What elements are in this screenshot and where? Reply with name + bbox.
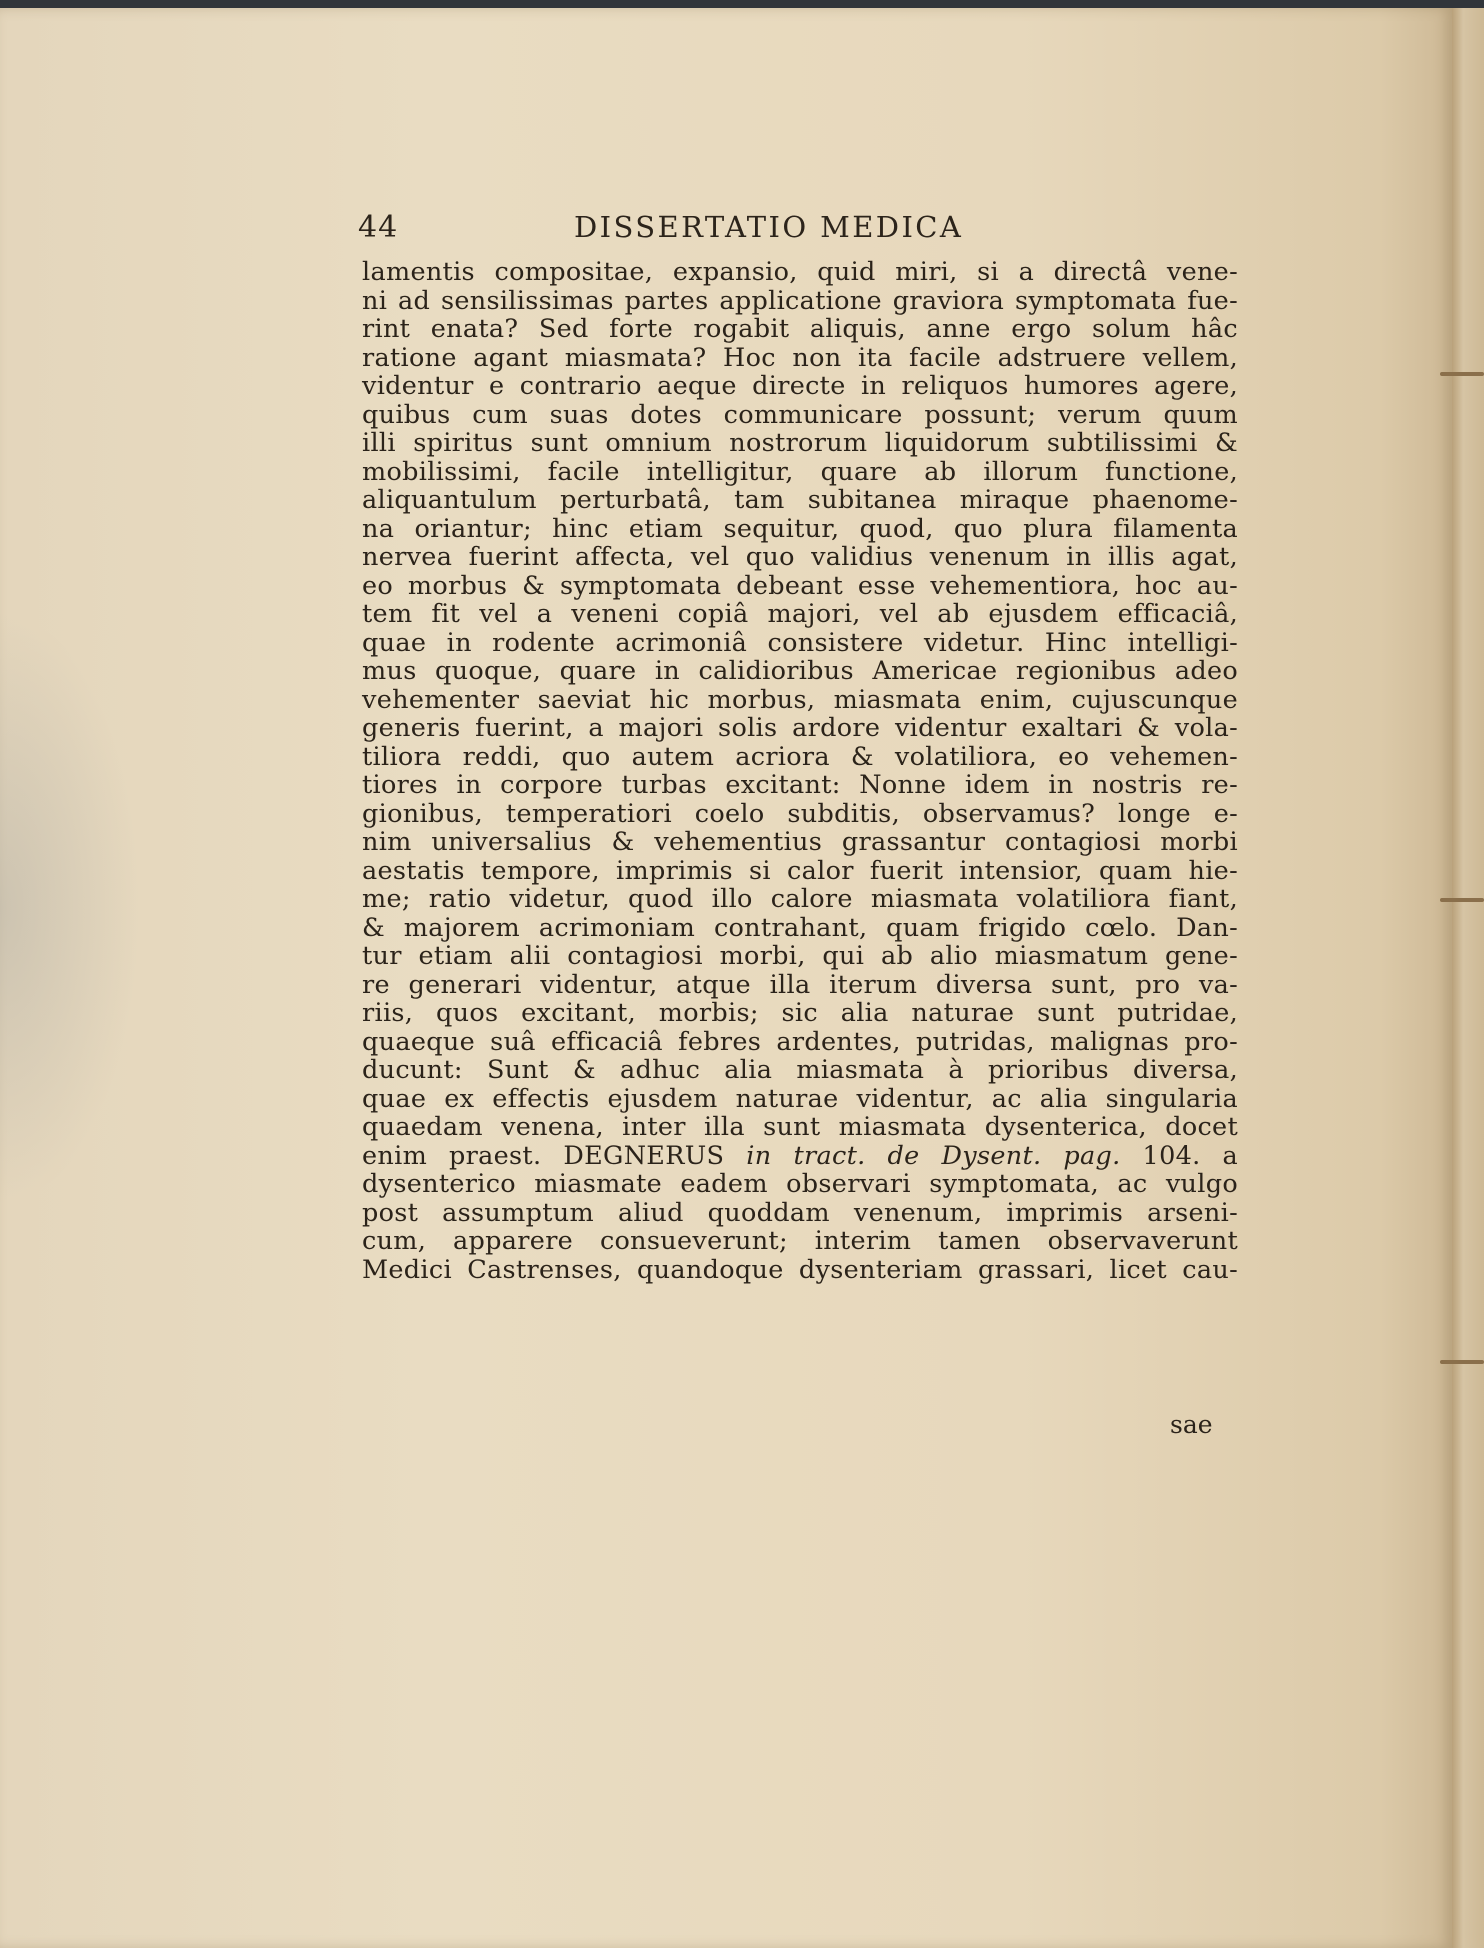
text-line: tiliora reddi, quo autem acriora & volatiliora, eo vehemen-: [362, 741, 1238, 772]
running-title: DISSERTATIO MEDICA: [574, 210, 964, 244]
catchword: sae: [1170, 1410, 1213, 1439]
text-line: quae in rodente acrimoniâ consistere videtur. Hinc intelligi-: [362, 627, 1238, 658]
text-line: [362, 1142, 1238, 1171]
text-line: quaedam venena, inter illa sunt miasmata dysenterica, docet: [362, 1112, 1238, 1142]
text-line: eo morbus & symptomata debeant esse vehementiora, hoc au-: [362, 570, 1238, 601]
text-line: aestatis tempore, imprimis si calor fuerit intensior, quam hie-: [362, 855, 1238, 886]
scan-top-edge: [0, 0, 1484, 8]
text-line: videntur e contrario aeque directe in reliquos humores agere,: [362, 371, 1238, 401]
text-segment: enim praest. DEGNERUS: [362, 1140, 747, 1171]
text-line: cum, apparere consueverunt; interim tamen observaverunt: [362, 1226, 1238, 1256]
text-line: riis, quos excitant, morbis; sic alia naturae sunt putridae,: [362, 998, 1238, 1028]
italic-citation: in tract. de Dysent. pag.: [746, 1140, 1121, 1171]
page-stain: [0, 608, 140, 1208]
text-line: tiores in corpore turbas excitant: Nonne idem in nostris re-: [362, 770, 1238, 800]
text-line: nim universalius & vehementius grassantur contagiosi morbi: [362, 827, 1238, 857]
text-line: gionibus, temperatiori coelo subditis, observamus? longe e-: [362, 798, 1238, 829]
text-segment: 104. a: [1120, 1140, 1239, 1171]
text-line: ducunt: Sunt & adhuc alia miasmata à prioribus diversa,: [362, 1055, 1238, 1085]
text-line: quaeque suâ efficaciâ febres ardentes, putridas, malignas pro-: [362, 1026, 1238, 1057]
text-line: quibus cum suas dotes communicare possunt; verum quum: [362, 399, 1238, 430]
text-line: illi spiritus sunt omnium nostrorum liquidorum subtilissimi &: [362, 428, 1238, 458]
text-line: & majorem acrimoniam contrahant, quam frigido cœlo. Dan-: [362, 912, 1238, 943]
book-gutter: [1452, 8, 1484, 1948]
text-line: ni ad sensilissimas partes applicatione graviora symptomata fue-: [362, 285, 1238, 316]
text-line: mobilissimi, facile intelligitur, quare ab illorum functione,: [362, 456, 1238, 487]
text-line: me; ratio videtur, quod illo calore miasmata volatiliora fiant,: [362, 884, 1238, 914]
text-line: dysenterico miasmate eadem observari symptomata, ac vulgo: [362, 1169, 1238, 1199]
text-line: na oriantur; hinc etiam sequitur, quod, quo plura filamenta: [362, 513, 1238, 544]
text-line: nervea fuerint affecta, vel quo validius venenum in illis agat,: [362, 542, 1238, 572]
text-line: Medici Castrenses, quandoque dysenteriam grassari, licet cau-: [362, 1254, 1238, 1285]
binding-thread: [1440, 1360, 1484, 1364]
text-line: vehementer saeviat hic morbus, miasmata enim, cujuscunque: [362, 684, 1238, 715]
body-text: [362, 258, 1238, 1284]
page-number: 44: [358, 210, 399, 245]
text-line: aliquantulum perturbatâ, tam subitanea miraque phaenome-: [362, 485, 1238, 515]
text-line: tur etiam alii contagiosi morbi, qui ab alio miasmatum gene-: [362, 941, 1238, 971]
text-line: quae ex effectis ejusdem naturae videntur, ac alia singularia: [362, 1083, 1238, 1114]
text-line: generis fuerint, a majori solis ardore videntur exaltari & vola-: [362, 713, 1238, 743]
binding-thread: [1440, 898, 1484, 902]
text-line: mus quoque, quare in calidioribus Americae regionibus adeo: [362, 656, 1238, 686]
text-line: re generari videntur, atque illa iterum diversa sunt, pro va-: [362, 969, 1238, 1000]
text-line: lamentis compositae, expansio, quid miri, si a directâ vene-: [362, 257, 1238, 287]
text-line: ratione agant miasmata? Hoc non ita facile adstruere vellem,: [362, 342, 1238, 373]
binding-thread: [1440, 372, 1484, 376]
page-header: [358, 206, 1238, 250]
text-line: rint enata? Sed forte rogabit aliquis, anne ergo solum hâc: [362, 314, 1238, 344]
text-line: post assumptum aliud quoddam venenum, imprimis arseni-: [362, 1197, 1238, 1228]
text-line: tem fit vel a veneni copiâ majori, vel ab ejusdem efficaciâ,: [362, 599, 1238, 629]
